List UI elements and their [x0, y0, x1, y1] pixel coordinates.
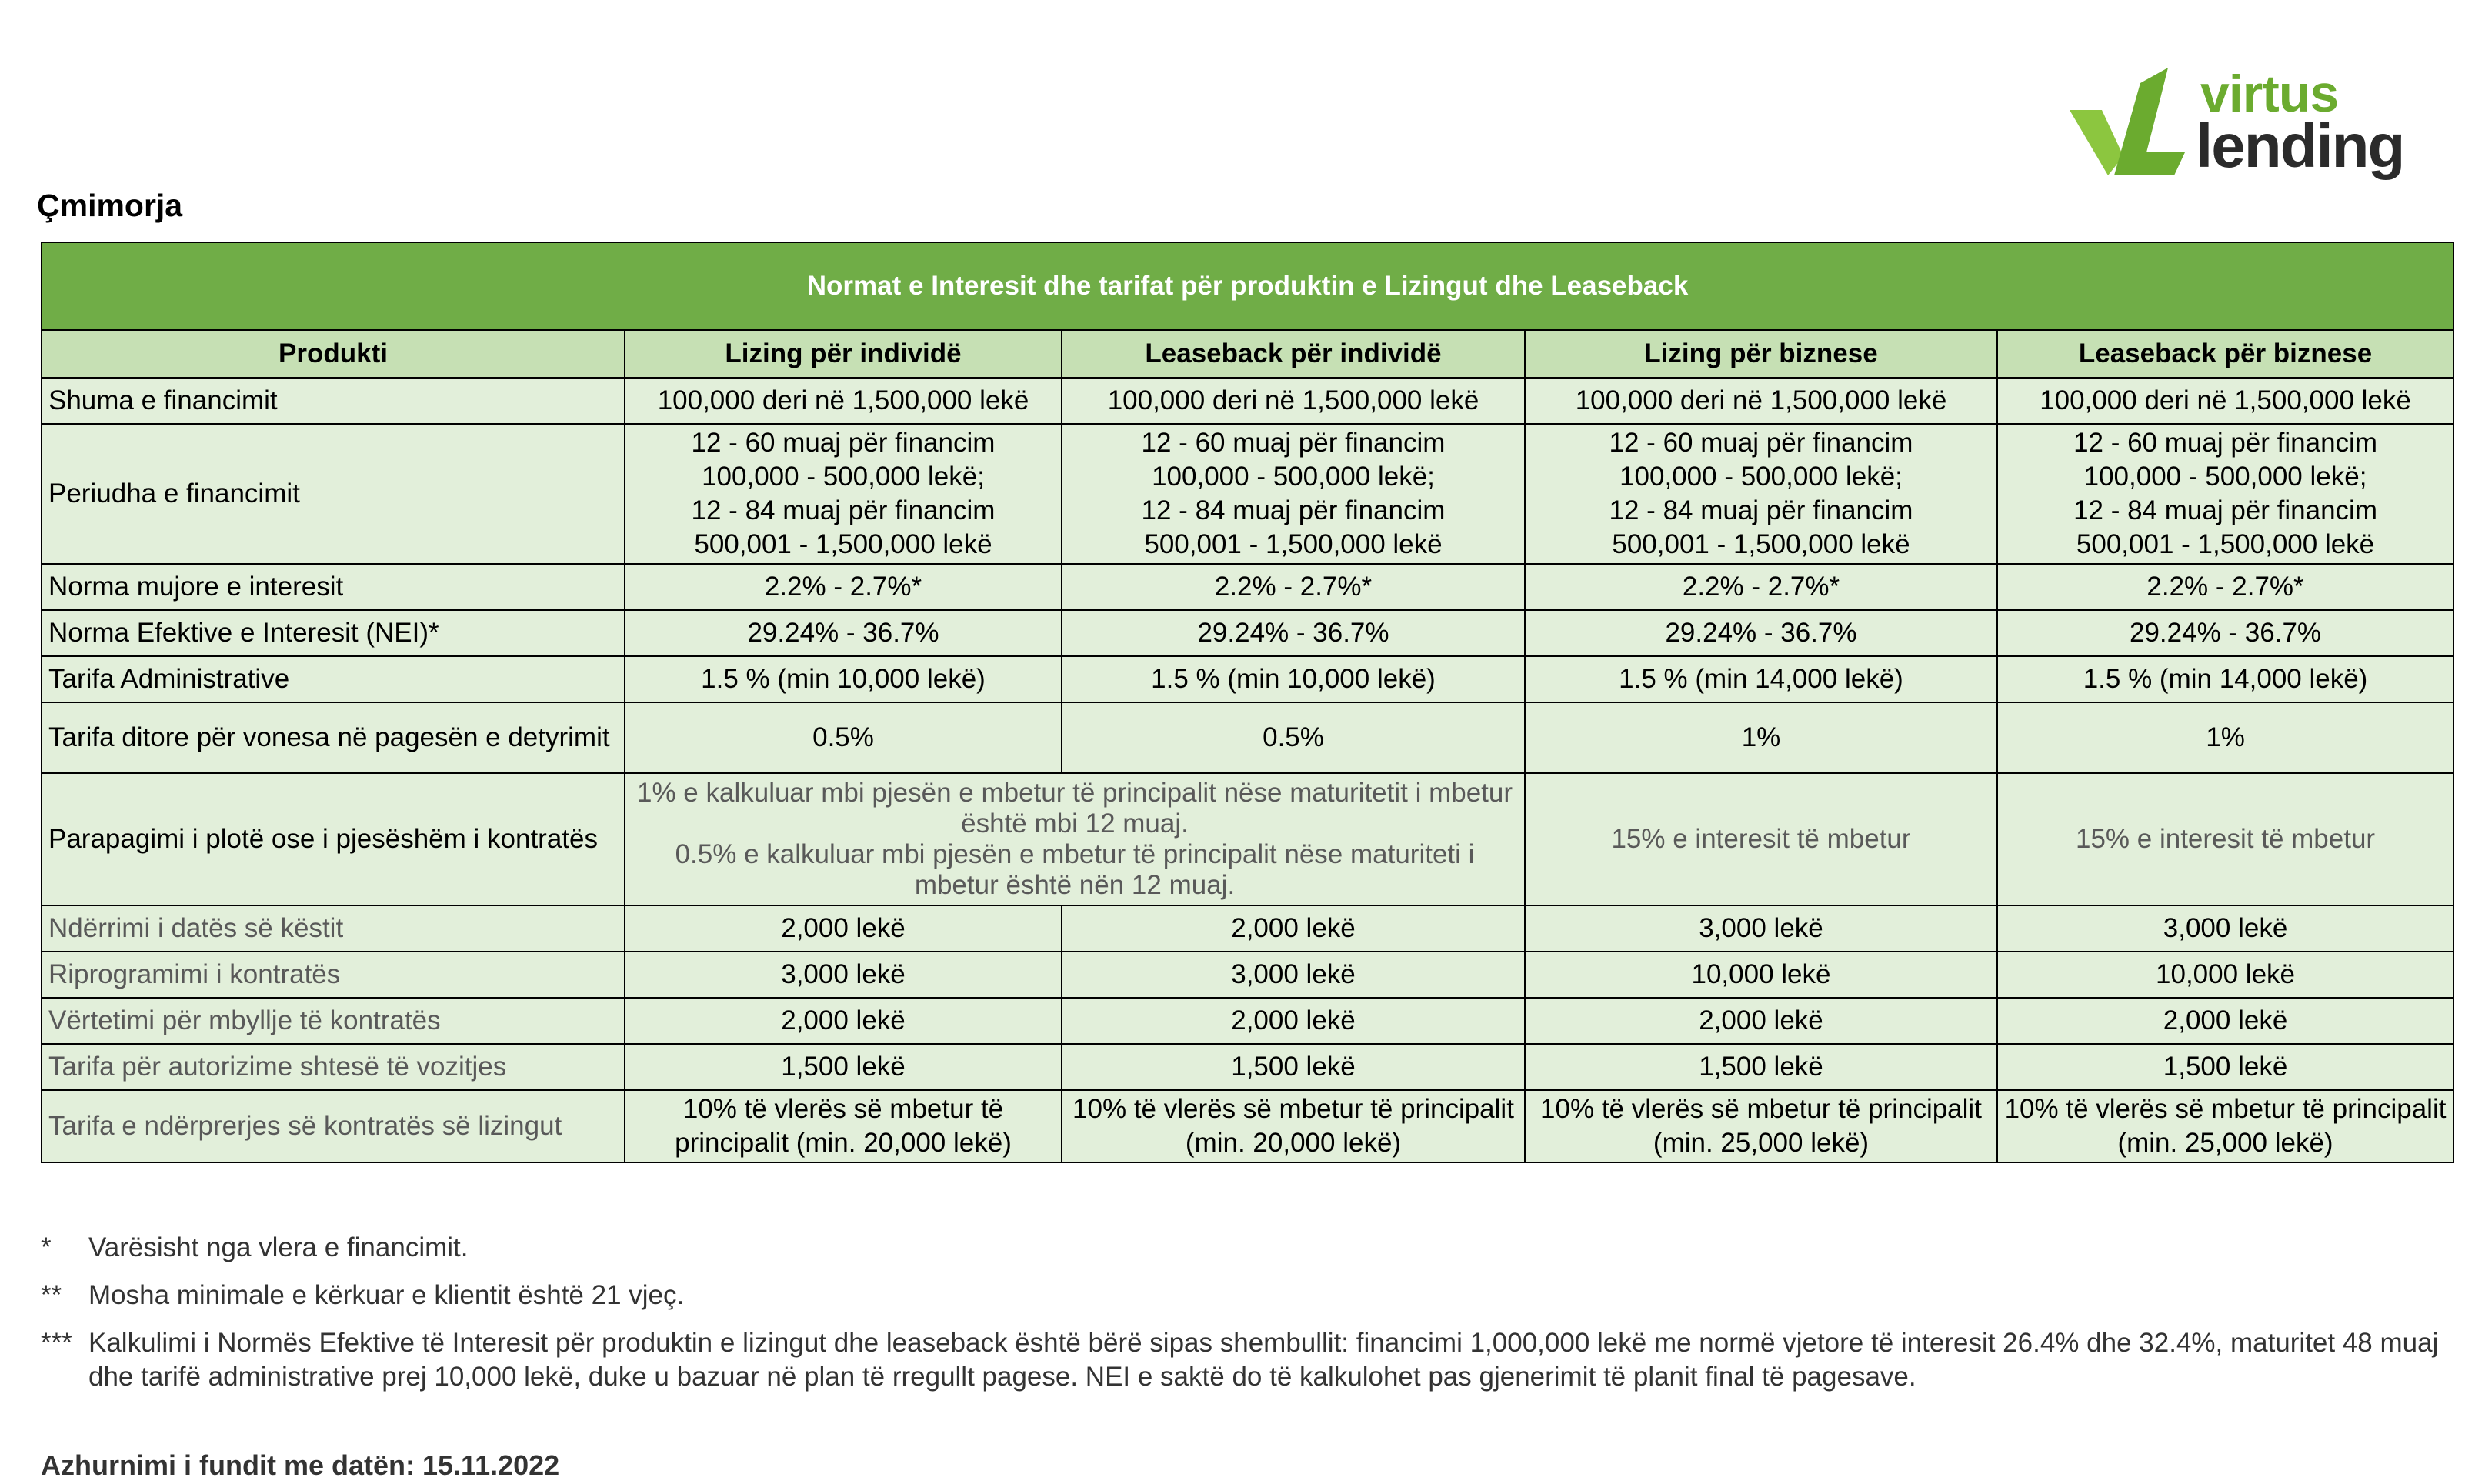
- column-header: Lizing për individë: [625, 330, 1062, 378]
- row-label: Tarifa për autorizime shtesë të vozitjes: [42, 1044, 625, 1090]
- footnote-text: Varësisht nga vlera e financimit.: [88, 1232, 469, 1262]
- table-cell: 0.5%: [625, 702, 1062, 773]
- logo-mark-icon: [2070, 68, 2200, 183]
- table-row: [42, 1044, 2453, 1090]
- footnote-text: Kalkulimi i Normës Efektive të Interesit për produktin e lizingut dhe leaseback është bërë sipas shembullit: financimi 1,000,000 lekë me normë vjetore të interesit 26.4% dhe 32.4%, maturitet 48 muaj dhe tarifë administrative prej 10,000 lekë, duke u bazuar në plan të rregullt pagese. NEI e saktë do të kalkulohet pas gjenerimit të planit final të pagesave.: [88, 1328, 2439, 1392]
- table-cell: 2.2% - 2.7%*: [625, 564, 1062, 610]
- cell-line: 12 - 84 muaj për financim: [2073, 495, 2377, 525]
- table-cell: 15% e interesit të mbetur: [1525, 773, 1997, 905]
- row-label: Tarifa ditore për vonesa në pagesën e detyrimit: [42, 702, 625, 773]
- cell-line: 100,000 - 500,000 lekë;: [1152, 462, 1435, 492]
- table-cell: 29.24% - 36.7%: [1997, 610, 2453, 656]
- table-cell: 1.5 % (min 10,000 lekë): [625, 656, 1062, 702]
- table-row: [42, 905, 2453, 952]
- cell-line: 12 - 60 muaj për financim: [2073, 428, 2377, 458]
- table-cell: 2.2% - 2.7%*: [1062, 564, 1525, 610]
- table-cell: 0.5%: [1062, 702, 1525, 773]
- row-label: Parapagimi i plotë ose i pjesëshëm i kontratës: [42, 773, 625, 905]
- row-label: Norma mujore e interesit: [42, 564, 625, 610]
- table-cell: 10,000 lekë: [1997, 952, 2453, 998]
- table-cell: 1,500 lekë: [1525, 1044, 1997, 1090]
- table-row: [42, 773, 2453, 905]
- row-label: Vërtetimi për mbyllje të kontratës: [42, 998, 625, 1044]
- table-title: Normat e Interesit dhe tarifat për produktin e Lizingut dhe Leaseback: [42, 242, 2453, 330]
- table-cell: 3,000 lekë: [1997, 905, 2453, 952]
- table-cell: 1%: [1997, 702, 2453, 773]
- table-row: [42, 1090, 2453, 1162]
- footnote-mark: *: [41, 1232, 52, 1262]
- footnote: [41, 1279, 2453, 1312]
- page-title: Çmimorja: [37, 188, 183, 223]
- table-cell: [1062, 424, 1525, 564]
- table-cell: 100,000 deri në 1,500,000 lekë: [1525, 378, 1997, 424]
- table-cell: 2.2% - 2.7%*: [1525, 564, 1997, 610]
- table-row: [42, 998, 2453, 1044]
- row-label: Tarifa e ndërprerjes së kontratës së lizingut: [42, 1090, 625, 1162]
- table-cell: [1997, 424, 2453, 564]
- table-cell: 29.24% - 36.7%: [625, 610, 1062, 656]
- merged-cell-line: 0.5% e kalkuluar mbi pjesën e mbetur të principalit nëse maturiteti i mbetur është nën 12 muaj.: [675, 839, 1475, 900]
- table-row: [42, 378, 2453, 424]
- table-cell: 1%: [1525, 702, 1997, 773]
- row-label: Periudha e financimit: [42, 424, 625, 564]
- row-label: Norma Efektive e Interesit (NEI)*: [42, 610, 625, 656]
- table-cell: 10% të vlerës së mbetur të principalit (min. 20,000 lekë): [1062, 1090, 1525, 1162]
- table-cell: 10% të vlerës së mbetur të principalit (min. 20,000 lekë): [625, 1090, 1062, 1162]
- table-cell: 10,000 lekë: [1525, 952, 1997, 998]
- logo-text-line1: virtus: [2200, 65, 2339, 123]
- column-header: Lizing për biznese: [1525, 330, 1997, 378]
- table-cell: 2.2% - 2.7%*: [1997, 564, 2453, 610]
- table-cell: 29.24% - 36.7%: [1525, 610, 1997, 656]
- cell-line: 12 - 60 muaj për financim: [1609, 428, 1913, 458]
- footnote: [41, 1231, 2453, 1265]
- footnote: [41, 1326, 2453, 1394]
- cell-line: 12 - 60 muaj për financim: [691, 428, 996, 458]
- table-row: [42, 424, 2453, 564]
- table-cell: 3,000 lekë: [625, 952, 1062, 998]
- table-cell: 2,000 lekë: [625, 998, 1062, 1044]
- row-label: Shuma e financimit: [42, 378, 625, 424]
- table-cell: 3,000 lekë: [1062, 952, 1525, 998]
- virtus-lending-logo: [2070, 65, 2423, 183]
- table-cell: 2,000 lekë: [1062, 905, 1525, 952]
- footnote-text: Mosha minimale e kërkuar e klientit është 21 vjeç.: [88, 1280, 685, 1310]
- merged-cell-line: 1% e kalkuluar mbi pjesën e mbetur të principalit nëse maturitetit i mbetur është mbi 12 muaj.: [636, 778, 1513, 839]
- cell-line: 100,000 - 500,000 lekë;: [2083, 462, 2367, 492]
- column-header: Leaseback për individë: [1062, 330, 1525, 378]
- row-label: Riprogramimi i kontratës: [42, 952, 625, 998]
- cell-line: 500,001 - 1,500,000 lekë: [2076, 529, 2375, 559]
- column-header: Produkti: [42, 330, 625, 378]
- pricing-table: [41, 242, 2454, 1163]
- table-cell: 10% të vlerës së mbetur të principalit (min. 25,000 lekë): [1997, 1090, 2453, 1162]
- table-row: [42, 952, 2453, 998]
- table-cell: 15% e interesit të mbetur: [1997, 773, 2453, 905]
- footnote-mark: **: [41, 1280, 62, 1310]
- last-updated: Azhurnimi i fundit me datën: 15.11.2022: [41, 1449, 560, 1481]
- table-row: [42, 610, 2453, 656]
- row-label: Ndërrimi i datës së këstit: [42, 905, 625, 952]
- table-row: [42, 656, 2453, 702]
- cell-line: 100,000 - 500,000 lekë;: [702, 462, 985, 492]
- footnote-mark: ***: [41, 1328, 72, 1358]
- table-cell: 1,500 lekë: [1997, 1044, 2453, 1090]
- table-cell: [1525, 424, 1997, 564]
- table-cell: 10% të vlerës së mbetur të principalit (min. 25,000 lekë): [1525, 1090, 1997, 1162]
- cell-line: 12 - 60 muaj për financim: [1141, 428, 1446, 458]
- footnotes: [41, 1231, 2453, 1408]
- table-cell: 1.5 % (min 14,000 lekë): [1997, 656, 2453, 702]
- logo-text-line2: lending: [2196, 112, 2404, 180]
- merged-cell: [625, 773, 1525, 905]
- table-cell: 29.24% - 36.7%: [1062, 610, 1525, 656]
- table-cell: 1,500 lekë: [625, 1044, 1062, 1090]
- table-cell: [625, 424, 1062, 564]
- cell-line: 100,000 - 500,000 lekë;: [1619, 462, 1903, 492]
- table-cell: 1,500 lekë: [1062, 1044, 1525, 1090]
- column-header: Leaseback për biznese: [1997, 330, 2453, 378]
- table-cell: 1.5 % (min 14,000 lekë): [1525, 656, 1997, 702]
- table-cell: 100,000 deri në 1,500,000 lekë: [625, 378, 1062, 424]
- cell-line: 12 - 84 muaj për financim: [1141, 495, 1446, 525]
- row-label: Tarifa Administrative: [42, 656, 625, 702]
- table-cell: 2,000 lekë: [1525, 998, 1997, 1044]
- table-cell: 2,000 lekë: [625, 905, 1062, 952]
- cell-line: 500,001 - 1,500,000 lekë: [1612, 529, 1910, 559]
- table-cell: 1.5 % (min 10,000 lekë): [1062, 656, 1525, 702]
- table-row: [42, 564, 2453, 610]
- table-row: [42, 702, 2453, 773]
- cell-line: 500,001 - 1,500,000 lekë: [694, 529, 992, 559]
- table-cell: 2,000 lekë: [1997, 998, 2453, 1044]
- table-cell: 2,000 lekë: [1062, 998, 1525, 1044]
- table-cell: 100,000 deri në 1,500,000 lekë: [1997, 378, 2453, 424]
- table-cell: 100,000 deri në 1,500,000 lekë: [1062, 378, 1525, 424]
- cell-line: 12 - 84 muaj për financim: [691, 495, 996, 525]
- cell-line: 12 - 84 muaj për financim: [1609, 495, 1913, 525]
- table-cell: 3,000 lekë: [1525, 905, 1997, 952]
- cell-line: 500,001 - 1,500,000 lekë: [1144, 529, 1443, 559]
